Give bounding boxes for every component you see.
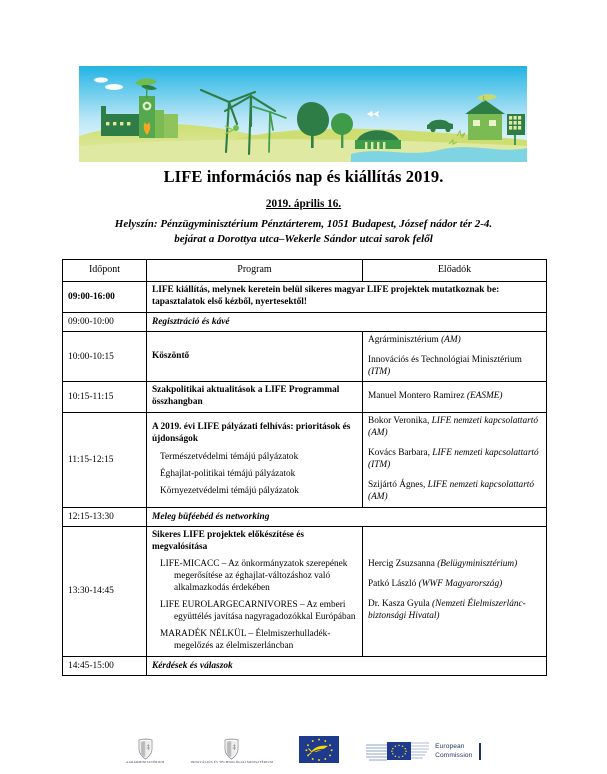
agrarminiszterium-logo [126, 738, 164, 765]
program-subitem: LIFE EUROLARGECARNIVORES – Az emberi együttélés javítása nagyragadozókkal Európában [160, 600, 356, 622]
row-speakers [363, 413, 547, 507]
row-program: Kérdések és válaszok [147, 656, 547, 675]
life-logo-icon [299, 736, 339, 763]
row-speakers [363, 331, 547, 382]
footer-logos [0, 729, 607, 774]
speaker-name: Szijártó Ágnes, [368, 479, 426, 490]
program-table-body [63, 282, 547, 676]
speaker-org: LIFE nemzeti kapcsolattartó (AM) [368, 479, 535, 502]
itm-caption: INNOVÁCIÓS ÉS TECHNOLÓGIAI MINISZTÉRIUM [190, 760, 274, 765]
header-banner [79, 66, 527, 162]
speaker-name: Agrárminisztérium [368, 334, 439, 345]
speaker-entry [368, 391, 541, 403]
program-table-wrapper [62, 259, 546, 676]
row-program [147, 413, 363, 507]
speaker-entry [368, 480, 541, 504]
itm-logo [191, 738, 274, 765]
row-program: Meleg büféebéd és networking [147, 507, 547, 526]
row-time: 12:15-13:30 [63, 507, 147, 526]
row-time: 10:00-10:15 [63, 331, 147, 382]
row-speakers [363, 526, 547, 656]
speaker-entry [368, 335, 541, 347]
speaker-org: LIFE nemzeti kapcsolattartó (ITM) [368, 448, 539, 470]
title-block [0, 168, 607, 247]
row-time: 09:00-10:00 [63, 312, 147, 331]
row-program [147, 526, 363, 656]
speaker-entry [368, 448, 541, 472]
ec-label-line2: Commission [435, 751, 473, 759]
speaker-entry [368, 599, 541, 623]
eu-flag-icon [365, 739, 431, 765]
ec-divider [479, 743, 480, 760]
speaker-org: (WWF Magyarország) [418, 579, 503, 590]
cloud-icon [105, 84, 123, 90]
agrarminiszterium-caption: AGRÁRMINISZTÉRIUM [126, 760, 165, 765]
speaker-org: (ITM) [368, 366, 391, 377]
table-row [63, 312, 547, 331]
row-time: 10:15-11:15 [63, 382, 147, 413]
hungarian-coat-of-arms-icon [223, 738, 240, 760]
speaker-org: LIFE nemzeti kapcsolattartó (AM) [368, 416, 539, 439]
program-subitem: MARADÉK NÉLKÜL – Élelmiszerhulladék-megelőzés az élelmiszerláncban [160, 628, 331, 651]
speaker-entry [368, 579, 541, 591]
event-date: 2019. április 16. [265, 197, 342, 210]
program-subitem: Természetvédelmi témájú pályázatok [160, 451, 299, 462]
row-program: Szakpolitikai aktualitások a LIFE Programmal összhangban [147, 382, 363, 413]
eco-landscape-illustration [79, 66, 527, 162]
column-header-program: Program [147, 260, 363, 282]
column-header-speakers: Előadók [363, 260, 547, 282]
table-row [63, 526, 547, 656]
row-program: LIFE kiállítás, melynek keretein belül sikeres magyar LIFE projektek mutatkoznak be: tapasztalatok első kézből, nyertesektől! [147, 282, 547, 313]
speaker-name: Kovács Barbara, [368, 448, 430, 459]
table-row [63, 413, 547, 507]
program-heading: A 2019. évi LIFE pályázati felhívás: prioritások és újdonságok [152, 422, 351, 445]
row-program: Köszöntő [147, 331, 363, 382]
ec-label [435, 743, 472, 759]
row-program: Regisztráció és kávé [147, 312, 547, 331]
cloud-icon [94, 77, 108, 82]
table-row [63, 282, 547, 313]
table-row [63, 507, 547, 526]
life-programme-logo [299, 736, 339, 768]
hungarian-coat-of-arms-icon [137, 738, 154, 760]
ec-logo-group [365, 739, 481, 765]
venue-line-2: bejárat a Dorottya utca–Wekerle Sándor utcai sarok felől [174, 232, 433, 245]
speaker-entry [368, 355, 541, 379]
table-row [63, 656, 547, 675]
venue-line-1: Helyszín: Pénzügyminisztérium Pénztárterem, 1051 Budapest, József nádor tér 2-4. [114, 217, 493, 230]
row-time: 14:45-15:00 [63, 656, 147, 675]
program-table [62, 259, 547, 676]
page-title: LIFE információs nap és kiállítás 2019. [163, 167, 444, 186]
speaker-name: Bokor Veronika, [368, 416, 430, 427]
ec-label-line1: European [435, 743, 465, 751]
speaker-name: Patkó László [368, 579, 417, 590]
speaker-name: Dr. Kasza Gyula [368, 599, 430, 610]
row-speakers [363, 382, 547, 413]
speaker-name: Manuel Montero Ramirez [368, 391, 465, 402]
program-subitem: Éghajlat-politikai témájú pályázatok [160, 468, 296, 479]
table-header-row [63, 260, 547, 282]
speaker-entry [368, 416, 541, 440]
speaker-name: Innovációs és Technológiai Minisztérium [368, 354, 522, 365]
program-subitem: LIFE-MICACC – Az önkormányzatok szerepének megerősítése az éghajlat-változáshoz való alkalmazkodás érdekében [160, 559, 348, 594]
program-heading: Sikeres LIFE projektek előkészítése és megvalósítása [152, 529, 305, 552]
row-time: 09:00-16:00 [63, 282, 147, 313]
table-row [63, 331, 547, 382]
european-commission-logo [365, 739, 481, 765]
program-subitem: Környezetvédelmi témájú pályázatok [160, 485, 299, 496]
speaker-org: (EASME) [466, 391, 503, 402]
speaker-org: (Nemzeti Élelmiszerlánc-biztonsági Hivatal) [368, 599, 526, 622]
speaker-org: (AM) [441, 334, 461, 345]
row-time: 13:30-14:45 [63, 526, 147, 656]
speaker-entry [368, 559, 541, 571]
row-time: 11:15-12:15 [63, 413, 147, 507]
table-row [63, 382, 547, 413]
column-header-time: Időpont [63, 260, 147, 282]
speaker-name: Hercig Zsuzsanna [368, 559, 435, 570]
speaker-org: (Belügyminisztérium) [437, 559, 518, 570]
